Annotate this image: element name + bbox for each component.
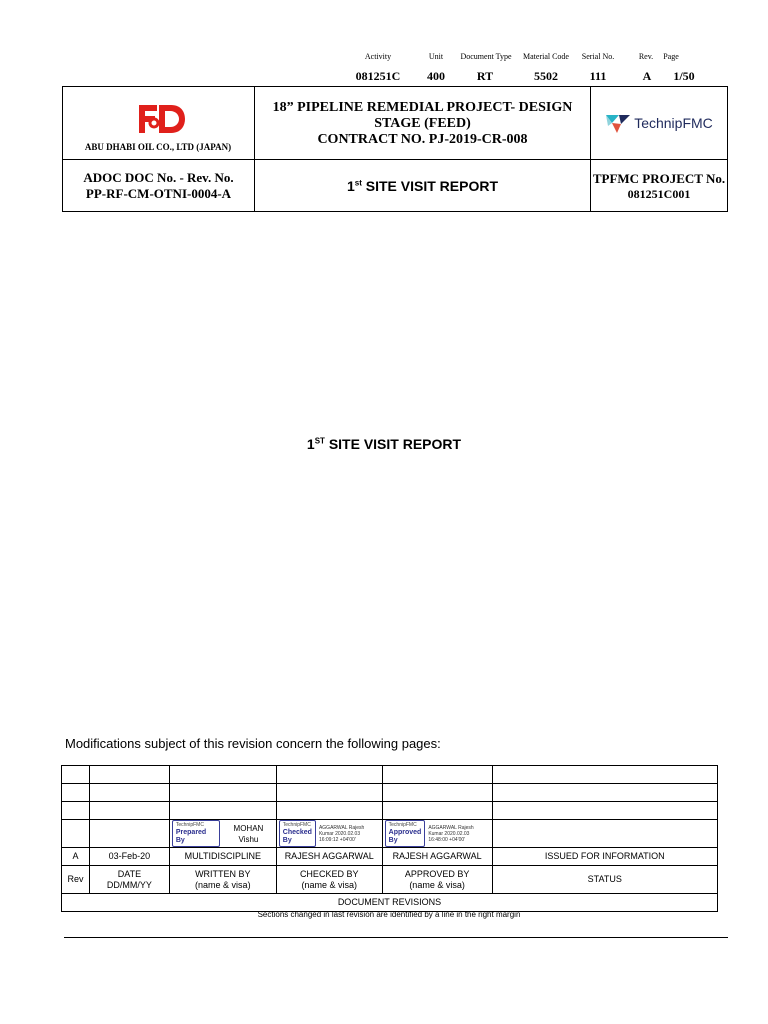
code-value-rev: A bbox=[642, 69, 652, 83]
adoc-fd-logo-icon bbox=[135, 101, 187, 137]
status-value: ISSUED FOR INFORMATION bbox=[492, 848, 717, 866]
header-written-by: WRITTEN BY (name & visa) bbox=[169, 866, 276, 894]
client-company-name: ABU DHABI OIL CO., LTD (JAPAN) bbox=[84, 142, 232, 152]
header-approved-by: APPROVED BY (name & visa) bbox=[382, 866, 492, 894]
written-by-value: MULTIDISCIPLINE bbox=[169, 848, 276, 866]
table-row bbox=[62, 784, 718, 802]
code-label-serial-no: Serial No. bbox=[581, 52, 615, 61]
code-value-unit: 400 bbox=[427, 69, 445, 83]
modifications-text: Modifications subject of this revision concern the following pages: bbox=[65, 736, 441, 751]
header-date: DATE DD/MM/YY bbox=[89, 866, 169, 894]
code-value-activity: 081251C bbox=[355, 69, 401, 83]
project-title-line2: STAGE (FEED) bbox=[374, 116, 471, 131]
checked-by-stamp: TechnipFMC Checked By bbox=[279, 820, 316, 847]
checked-by-signature: AGGARWAL Rajesh Kumar 2020.02.03 16:09:12 +04'00' bbox=[318, 824, 365, 843]
code-label-document-type: Document Type bbox=[460, 52, 512, 61]
project-title-line1: 18” PIPELINE REMEDIAL PROJECT- DESIGN bbox=[272, 100, 573, 115]
project-title-cell bbox=[255, 87, 590, 159]
code-label-material-code: Material Code bbox=[523, 52, 569, 61]
header-rev: Rev bbox=[62, 866, 90, 894]
contract-number: CONTRACT NO. PJ-2019-CR-008 bbox=[317, 132, 528, 147]
tpfmc-project-cell bbox=[591, 160, 727, 212]
code-value-serial-no: 111 bbox=[589, 69, 607, 83]
header-status: STATUS bbox=[492, 866, 717, 894]
approved-by-signature: AGGARWAL Rajesh Kumar 2020.02.03 16:48:00 +04'00' bbox=[428, 824, 474, 843]
adoc-doc-label: ADOC DOC No. - Rev. No. bbox=[83, 170, 234, 185]
table-row bbox=[62, 766, 718, 784]
revision-footnote: Sections changed in last revision are identified by a line in the right margin bbox=[257, 910, 521, 919]
document-revisions-caption: DOCUMENT REVISIONS bbox=[62, 894, 718, 912]
code-label-activity: Activity bbox=[364, 52, 392, 61]
page-title: 1ST SITE VISIT REPORT bbox=[306, 436, 462, 452]
bottom-divider bbox=[64, 937, 728, 938]
technipfmc-mark-icon bbox=[605, 112, 631, 134]
document-revisions-table bbox=[61, 765, 718, 912]
code-label-page: Page bbox=[663, 52, 679, 61]
code-value-document-type: RT bbox=[476, 69, 494, 83]
tpfmc-project-number: 081251C001 bbox=[627, 186, 691, 201]
code-value-material-code: 5502 bbox=[534, 69, 558, 83]
code-label-rev: Rev. bbox=[638, 52, 654, 61]
rev-value: A bbox=[62, 848, 90, 866]
date-value: 03-Feb-20 bbox=[89, 848, 169, 866]
revision-row-a bbox=[62, 848, 718, 866]
technipfmc-wordmark: TechnipFMC bbox=[634, 115, 713, 131]
code-value-page: 1/50 bbox=[673, 69, 695, 83]
code-label-unit: Unit bbox=[428, 52, 444, 61]
title-block bbox=[62, 86, 728, 212]
adoc-doc-number: PP-RF-CM-OTNI-0004-A bbox=[85, 186, 232, 201]
report-title-cell bbox=[255, 160, 590, 212]
signature-row bbox=[62, 820, 718, 848]
report-title: 1st SITE VISIT REPORT bbox=[346, 178, 499, 194]
tpfmc-project-label: TPFMC PROJECT No. bbox=[592, 170, 726, 186]
header-checked-by: CHECKED BY (name & visa) bbox=[276, 866, 382, 894]
caption-row bbox=[62, 894, 718, 912]
prepared-by-name: MOHAN Vishu bbox=[233, 823, 264, 844]
table-row bbox=[62, 802, 718, 820]
prepared-by-stamp: TechnipFMC Prepared By bbox=[172, 820, 220, 847]
header-row bbox=[62, 866, 718, 894]
adoc-doc-number-cell bbox=[63, 160, 254, 212]
approved-by-value: RAJESH AGGARWAL bbox=[382, 848, 492, 866]
checked-by-value: RAJESH AGGARWAL bbox=[276, 848, 382, 866]
technipfmc-logo bbox=[591, 87, 727, 159]
approved-by-stamp: TechnipFMC Approved By bbox=[385, 820, 426, 847]
